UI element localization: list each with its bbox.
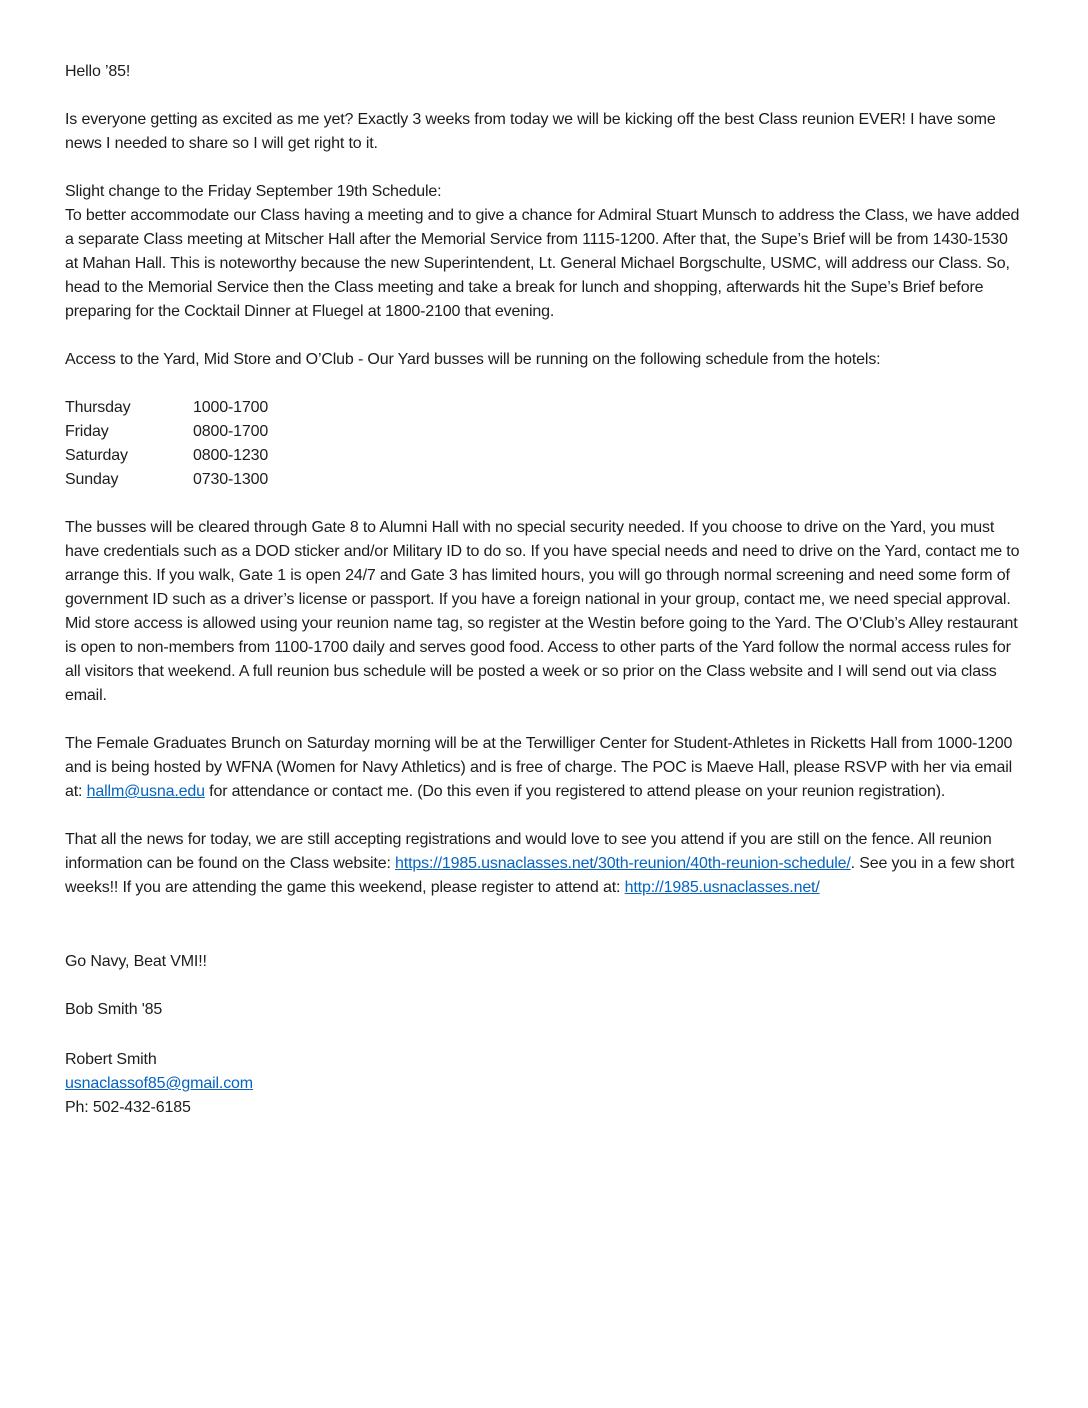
brunch-text-before: The Female Graduates Brunch on Saturday morning will be at the Terwilliger Center for Student-Athletes in Ricketts Hall from 1000-1200 and is being hosted by WFNA (Women for Navy Athletics) and is free of charge. The POC is Maeve Hall, please RSVP with her via email at:	[65, 735, 1013, 800]
signature-phone: Ph: 502-432-6185	[65, 1099, 191, 1116]
schedule-change-paragraph	[65, 180, 1024, 324]
brunch-text-after: for attendance or contact me. (Do this even if you registered to attend please on your reunion registration).	[204, 783, 946, 800]
closing-paragraph	[65, 828, 1024, 900]
yard-access-paragraph: Access to the Yard, Mid Store and O’Club - Our Yard busses will be running on the following schedule from the hotels:	[65, 351, 881, 368]
signature-name: Robert Smith	[65, 1051, 157, 1068]
bus-schedule-table	[65, 396, 1024, 492]
intro-paragraph: Is everyone getting as excited as me yet? Exactly 3 weeks from today we will be kicking off the best Class reunion EVER! I have some news I needed to share so I will get right to it.	[65, 111, 996, 152]
schedule-change-heading: Slight change to the Friday September 19th Schedule:	[65, 183, 442, 200]
bus-schedule-day: Thursday	[65, 399, 131, 416]
security-paragraph: The busses will be cleared through Gate 8 to Alumni Hall with no special security needed. If you choose to drive on the Yard, you must have credentials such as a DOD sticker and/or Military ID to do so. If you have special needs and need to drive on the Yard, contact me to arrange this. If you walk, Gate 1 is open 24/7 and Gate 3 has limited hours, you will go through normal screening and need some form of government ID such as a driver’s license or passport. If you have a foreign national in your group, contact me, we need special approval. Mid store access is allowed using your reunion name tag, so register at the Westin before going to the Yard. The O’Club’s Alley restaurant is open to non-members from 1100-1700 daily and serves good food. Access to other parts of the Yard follow the normal access rules for all visitors that weekend. A full reunion bus schedule will be posted a week or so prior on the Class website and I will send out via class email.	[65, 519, 1020, 704]
bus-schedule-time: 0730-1300	[193, 471, 269, 488]
class-website-link[interactable]: http://1985.usnaclasses.net/	[624, 879, 820, 896]
bus-schedule-row	[65, 420, 1024, 444]
bus-schedule-row	[65, 468, 1024, 492]
bus-schedule-time: 0800-1700	[193, 423, 269, 440]
bus-schedule-day: Sunday	[65, 471, 119, 488]
reunion-schedule-link[interactable]: https://1985.usnaclasses.net/30th-reunion/40th-reunion-schedule/	[395, 855, 851, 872]
bus-schedule-row	[65, 396, 1024, 420]
closing-text-before: That all the news for today, we are still accepting registrations and would love to see you attend if you are still on the fence. All reunion information can be found on the Class website:	[65, 831, 992, 872]
signoff-line: Bob Smith '85	[65, 1001, 163, 1018]
bus-schedule-time: 0800-1230	[193, 447, 269, 464]
bus-schedule-time: 1000-1700	[193, 399, 269, 416]
closing-text-between: . See you in a few short weeks!! If you are attending the game this weekend, please register to attend at:	[65, 855, 1015, 896]
email-link-hallm[interactable]: hallm@usna.edu	[86, 783, 205, 800]
bus-schedule-row	[65, 444, 1024, 468]
cheer-line: Go Navy, Beat VMI!!	[65, 953, 207, 970]
bus-schedule-day: Friday	[65, 423, 109, 440]
bus-schedule-day: Saturday	[65, 447, 128, 464]
signature-block	[65, 1048, 1024, 1120]
greeting-line: Hello ’85!	[65, 63, 131, 80]
signature-email-link[interactable]: usnaclassof85@gmail.com	[65, 1075, 253, 1092]
brunch-paragraph	[65, 732, 1024, 804]
schedule-change-body: To better accommodate our Class having a meeting and to give a chance for Admiral Stuart Munsch to address the Class, we have added a separate Class meeting at Mitscher Hall after the Memorial Service from 1115-1200. After that, the Supe’s Brief will be from 1430-1530 at Mahan Hall. This is noteworthy because the new Superintendent, Lt. General Michael Borgschulte, USMC, will address our Class. So, head to the Memorial Service then the Class meeting and take a break for lunch and shopping, afterwards hit the Supe’s Brief before preparing for the Cocktail Dinner at Fluegel at 1800-2100 that evening.	[65, 207, 1020, 320]
